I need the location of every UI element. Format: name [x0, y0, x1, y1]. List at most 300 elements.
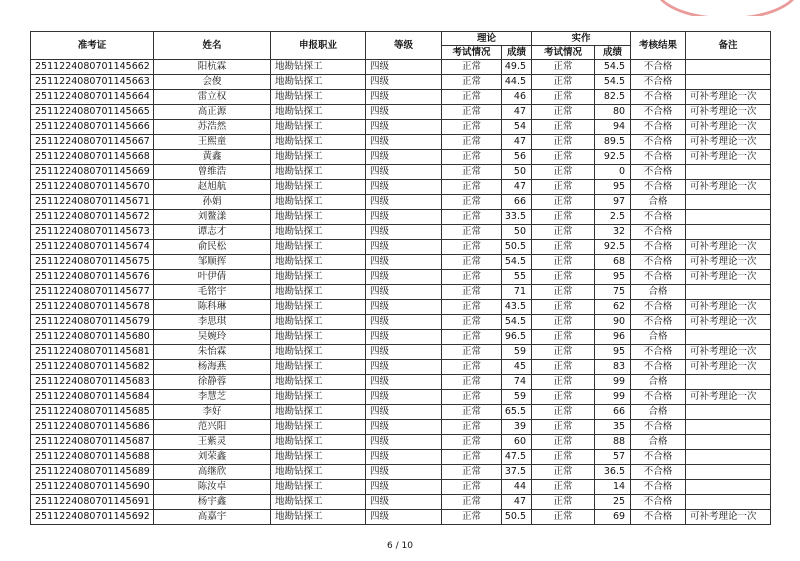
cell-result: 不合格: [631, 495, 686, 510]
cell-result: 不合格: [631, 255, 686, 270]
cell-exam-id: 2511224080701145681: [31, 345, 154, 360]
table-row: [31, 165, 771, 180]
cell-practice-score: 14: [595, 480, 631, 495]
cell-note: [686, 225, 771, 240]
cell-exam-id: 2511224080701145669: [31, 165, 154, 180]
cell-note: [686, 465, 771, 480]
cell-note: 可补考理论一次: [686, 510, 771, 525]
cell-exam-id: 2511224080701145678: [31, 300, 154, 315]
cell-occupation: 地勘钻探工: [271, 90, 366, 105]
cell-note: [686, 450, 771, 465]
cell-practice-score: 75: [595, 285, 631, 300]
header-practice-status: 考试情况: [532, 46, 595, 60]
cell-exam-id: 2511224080701145690: [31, 480, 154, 495]
header-name: 姓名: [154, 32, 271, 60]
cell-result: 不合格: [631, 180, 686, 195]
table-row: [31, 60, 771, 75]
cell-practice-score: 89.5: [595, 135, 631, 150]
cell-name: 毛铭宇: [154, 285, 271, 300]
table-row: [31, 210, 771, 225]
cell-theory-status: 正常: [442, 405, 502, 420]
table-row: [31, 405, 771, 420]
cell-practice-status: 正常: [532, 405, 595, 420]
table-row: [31, 375, 771, 390]
cell-level: 四级: [366, 300, 442, 315]
cell-result: 不合格: [631, 150, 686, 165]
table-row: [31, 270, 771, 285]
cell-note: [686, 60, 771, 75]
cell-level: 四级: [366, 480, 442, 495]
cell-practice-score: 94: [595, 120, 631, 135]
cell-practice-score: 95: [595, 270, 631, 285]
cell-occupation: 地勘钻探工: [271, 450, 366, 465]
cell-practice-status: 正常: [532, 315, 595, 330]
cell-theory-status: 正常: [442, 180, 502, 195]
cell-practice-status: 正常: [532, 495, 595, 510]
cell-note: 可补考理论一次: [686, 300, 771, 315]
cell-occupation: 地勘钻探工: [271, 165, 366, 180]
cell-occupation: 地勘钻探工: [271, 240, 366, 255]
cell-theory-score: 96.5: [502, 330, 532, 345]
cell-practice-status: 正常: [532, 195, 595, 210]
cell-practice-status: 正常: [532, 240, 595, 255]
table-row: [31, 495, 771, 510]
cell-result: 不合格: [631, 315, 686, 330]
cell-occupation: 地勘钻探工: [271, 150, 366, 165]
cell-practice-status: 正常: [532, 285, 595, 300]
cell-result: 不合格: [631, 210, 686, 225]
cell-practice-score: 83: [595, 360, 631, 375]
cell-occupation: 地勘钻探工: [271, 60, 366, 75]
cell-theory-score: 50.5: [502, 240, 532, 255]
cell-note: 可补考理论一次: [686, 120, 771, 135]
cell-name: 范兴阳: [154, 420, 271, 435]
cell-practice-score: 62: [595, 300, 631, 315]
cell-name: 陈汝卓: [154, 480, 271, 495]
cell-result: 合格: [631, 285, 686, 300]
cell-exam-id: 2511224080701145665: [31, 105, 154, 120]
cell-theory-status: 正常: [442, 375, 502, 390]
cell-exam-id: 2511224080701145671: [31, 195, 154, 210]
cell-result: 不合格: [631, 240, 686, 255]
cell-name: 谭志才: [154, 225, 271, 240]
cell-exam-id: 2511224080701145679: [31, 315, 154, 330]
cell-practice-status: 正常: [532, 345, 595, 360]
cell-occupation: 地勘钻探工: [271, 330, 366, 345]
cell-note: [686, 285, 771, 300]
table-row: [31, 465, 771, 480]
cell-practice-score: 82.5: [595, 90, 631, 105]
cell-occupation: 地勘钻探工: [271, 360, 366, 375]
cell-note: [686, 195, 771, 210]
cell-practice-status: 正常: [532, 60, 595, 75]
cell-level: 四级: [366, 285, 442, 300]
cell-level: 四级: [366, 510, 442, 525]
cell-exam-id: 2511224080701145685: [31, 405, 154, 420]
cell-theory-status: 正常: [442, 210, 502, 225]
cell-note: 可补考理论一次: [686, 270, 771, 285]
cell-theory-score: 47: [502, 180, 532, 195]
cell-note: [686, 495, 771, 510]
cell-name: 孙娟: [154, 195, 271, 210]
cell-result: 不合格: [631, 300, 686, 315]
table-row: [31, 435, 771, 450]
cell-level: 四级: [366, 60, 442, 75]
cell-occupation: 地勘钻探工: [271, 285, 366, 300]
cell-result: 不合格: [631, 135, 686, 150]
cell-result: 不合格: [631, 270, 686, 285]
cell-occupation: 地勘钻探工: [271, 300, 366, 315]
header-level: 等级: [366, 32, 442, 60]
cell-exam-id: 2511224080701145689: [31, 465, 154, 480]
cell-theory-score: 60: [502, 435, 532, 450]
cell-theory-score: 71: [502, 285, 532, 300]
cell-note: 可补考理论一次: [686, 315, 771, 330]
cell-practice-status: 正常: [532, 435, 595, 450]
cell-theory-status: 正常: [442, 270, 502, 285]
cell-theory-score: 43.5: [502, 300, 532, 315]
cell-note: [686, 75, 771, 90]
cell-practice-score: 88: [595, 435, 631, 450]
cell-occupation: 地勘钻探工: [271, 390, 366, 405]
cell-name: 王熙童: [154, 135, 271, 150]
cell-occupation: 地勘钻探工: [271, 180, 366, 195]
cell-practice-status: 正常: [532, 390, 595, 405]
cell-practice-status: 正常: [532, 150, 595, 165]
cell-theory-score: 47.5: [502, 450, 532, 465]
cell-theory-status: 正常: [442, 360, 502, 375]
cell-practice-score: 54.5: [595, 60, 631, 75]
cell-name: 杨宇鑫: [154, 495, 271, 510]
cell-practice-score: 66: [595, 405, 631, 420]
cell-result: 不合格: [631, 480, 686, 495]
cell-result: 不合格: [631, 390, 686, 405]
cell-result: 不合格: [631, 420, 686, 435]
cell-theory-status: 正常: [442, 150, 502, 165]
official-seal-fragment: [654, 0, 794, 16]
table-row: [31, 225, 771, 240]
cell-practice-status: 正常: [532, 465, 595, 480]
cell-exam-id: 2511224080701145675: [31, 255, 154, 270]
cell-theory-status: 正常: [442, 165, 502, 180]
cell-practice-score: 32: [595, 225, 631, 240]
cell-occupation: 地勘钻探工: [271, 135, 366, 150]
cell-note: [686, 165, 771, 180]
cell-practice-status: 正常: [532, 90, 595, 105]
cell-exam-id: 2511224080701145680: [31, 330, 154, 345]
cell-name: 邹顺挥: [154, 255, 271, 270]
cell-theory-status: 正常: [442, 480, 502, 495]
cell-level: 四级: [366, 375, 442, 390]
cell-name: 徐静蓉: [154, 375, 271, 390]
cell-note: [686, 330, 771, 345]
cell-exam-id: 2511224080701145687: [31, 435, 154, 450]
cell-occupation: 地勘钻探工: [271, 435, 366, 450]
cell-occupation: 地勘钻探工: [271, 480, 366, 495]
cell-name: 雷立权: [154, 90, 271, 105]
cell-name: 会俊: [154, 75, 271, 90]
cell-level: 四级: [366, 240, 442, 255]
cell-theory-score: 50: [502, 165, 532, 180]
cell-theory-status: 正常: [442, 225, 502, 240]
cell-practice-score: 69: [595, 510, 631, 525]
cell-theory-status: 正常: [442, 90, 502, 105]
cell-practice-score: 68: [595, 255, 631, 270]
cell-exam-id: 2511224080701145663: [31, 75, 154, 90]
cell-occupation: 地勘钻探工: [271, 195, 366, 210]
cell-name: 吴婉玲: [154, 330, 271, 345]
cell-theory-score: 46: [502, 90, 532, 105]
header-result: 考核结果: [631, 32, 686, 60]
cell-level: 四级: [366, 450, 442, 465]
cell-name: 阳杭霖: [154, 60, 271, 75]
cell-exam-id: 2511224080701145684: [31, 390, 154, 405]
cell-practice-status: 正常: [532, 180, 595, 195]
cell-exam-id: 2511224080701145683: [31, 375, 154, 390]
cell-name: 叶伊倩: [154, 270, 271, 285]
cell-result: 不合格: [631, 510, 686, 525]
header-theory-score: 成绩: [502, 46, 532, 60]
cell-name: 王紫灵: [154, 435, 271, 450]
cell-exam-id: 2511224080701145664: [31, 90, 154, 105]
cell-note: 可补考理论一次: [686, 345, 771, 360]
cell-exam-id: 2511224080701145688: [31, 450, 154, 465]
cell-theory-score: 59: [502, 345, 532, 360]
cell-name: 高嘉宇: [154, 510, 271, 525]
cell-level: 四级: [366, 330, 442, 345]
table-row: [31, 300, 771, 315]
cell-occupation: 地勘钻探工: [271, 495, 366, 510]
table-row: [31, 345, 771, 360]
cell-practice-score: 25: [595, 495, 631, 510]
cell-exam-id: 2511224080701145677: [31, 285, 154, 300]
cell-practice-score: 92.5: [595, 150, 631, 165]
cell-practice-score: 35: [595, 420, 631, 435]
exam-results-table: [30, 31, 771, 525]
cell-practice-status: 正常: [532, 300, 595, 315]
cell-exam-id: 2511224080701145667: [31, 135, 154, 150]
cell-theory-status: 正常: [442, 195, 502, 210]
table-body: [31, 60, 771, 525]
header-occupation: 申报职业: [271, 32, 366, 60]
cell-theory-score: 54: [502, 120, 532, 135]
cell-level: 四级: [366, 495, 442, 510]
cell-practice-score: 90: [595, 315, 631, 330]
cell-theory-score: 33.5: [502, 210, 532, 225]
table-row: [31, 180, 771, 195]
cell-theory-status: 正常: [442, 330, 502, 345]
cell-exam-id: 2511224080701145676: [31, 270, 154, 285]
cell-note: [686, 210, 771, 225]
table-row: [31, 285, 771, 300]
cell-practice-status: 正常: [532, 420, 595, 435]
table-row: [31, 240, 771, 255]
table-row: [31, 105, 771, 120]
cell-level: 四级: [366, 435, 442, 450]
cell-result: 合格: [631, 375, 686, 390]
cell-name: 李好: [154, 405, 271, 420]
cell-note: 可补考理论一次: [686, 180, 771, 195]
header-id: 准考证: [31, 32, 154, 60]
cell-level: 四级: [366, 420, 442, 435]
cell-practice-status: 正常: [532, 105, 595, 120]
cell-result: 不合格: [631, 105, 686, 120]
cell-result: 不合格: [631, 165, 686, 180]
cell-theory-score: 59: [502, 390, 532, 405]
cell-practice-score: 99: [595, 390, 631, 405]
cell-level: 四级: [366, 195, 442, 210]
cell-level: 四级: [366, 180, 442, 195]
cell-level: 四级: [366, 405, 442, 420]
cell-note: 可补考理论一次: [686, 150, 771, 165]
cell-note: 可补考理论一次: [686, 105, 771, 120]
cell-exam-id: 2511224080701145692: [31, 510, 154, 525]
cell-theory-status: 正常: [442, 435, 502, 450]
cell-note: 可补考理论一次: [686, 390, 771, 405]
cell-name: 李慧芝: [154, 390, 271, 405]
cell-occupation: 地勘钻探工: [271, 270, 366, 285]
cell-theory-score: 49.5: [502, 60, 532, 75]
table-row: [31, 480, 771, 495]
cell-theory-status: 正常: [442, 75, 502, 90]
cell-theory-score: 54.5: [502, 255, 532, 270]
cell-theory-score: 37.5: [502, 465, 532, 480]
cell-exam-id: 2511224080701145662: [31, 60, 154, 75]
cell-theory-status: 正常: [442, 420, 502, 435]
cell-practice-status: 正常: [532, 135, 595, 150]
table-row: [31, 360, 771, 375]
cell-level: 四级: [366, 345, 442, 360]
cell-level: 四级: [366, 270, 442, 285]
cell-practice-score: 92.5: [595, 240, 631, 255]
cell-theory-score: 56: [502, 150, 532, 165]
cell-theory-score: 74: [502, 375, 532, 390]
cell-theory-status: 正常: [442, 450, 502, 465]
cell-result: 不合格: [631, 75, 686, 90]
cell-note: 可补考理论一次: [686, 90, 771, 105]
cell-practice-status: 正常: [532, 210, 595, 225]
cell-theory-status: 正常: [442, 465, 502, 480]
cell-note: [686, 405, 771, 420]
cell-exam-id: 2511224080701145682: [31, 360, 154, 375]
table-header: [31, 32, 771, 60]
table-row: [31, 150, 771, 165]
cell-occupation: 地勘钻探工: [271, 120, 366, 135]
cell-level: 四级: [366, 360, 442, 375]
cell-exam-id: 2511224080701145691: [31, 495, 154, 510]
cell-result: 不合格: [631, 360, 686, 375]
cell-result: 不合格: [631, 60, 686, 75]
cell-exam-id: 2511224080701145674: [31, 240, 154, 255]
cell-occupation: 地勘钻探工: [271, 465, 366, 480]
table-row: [31, 255, 771, 270]
header-theory-status: 考试情况: [442, 46, 502, 60]
cell-note: 可补考理论一次: [686, 255, 771, 270]
cell-occupation: 地勘钻探工: [271, 210, 366, 225]
cell-theory-status: 正常: [442, 135, 502, 150]
cell-level: 四级: [366, 150, 442, 165]
cell-level: 四级: [366, 90, 442, 105]
cell-result: 不合格: [631, 120, 686, 135]
cell-name: 曾维浩: [154, 165, 271, 180]
cell-occupation: 地勘钻探工: [271, 315, 366, 330]
cell-practice-status: 正常: [532, 375, 595, 390]
cell-name: 高正源: [154, 105, 271, 120]
cell-name: 刘荣鑫: [154, 450, 271, 465]
table-row: [31, 450, 771, 465]
header-practice: 实作: [532, 32, 631, 46]
cell-result: 不合格: [631, 345, 686, 360]
cell-practice-status: 正常: [532, 120, 595, 135]
header-theory: 理论: [442, 32, 532, 46]
cell-theory-score: 50.5: [502, 510, 532, 525]
cell-name: 黄鑫: [154, 150, 271, 165]
table-row: [31, 510, 771, 525]
cell-result: 不合格: [631, 90, 686, 105]
cell-level: 四级: [366, 75, 442, 90]
cell-theory-score: 65.5: [502, 405, 532, 420]
cell-practice-status: 正常: [532, 75, 595, 90]
header-practice-score: 成绩: [595, 46, 631, 60]
cell-occupation: 地勘钻探工: [271, 510, 366, 525]
cell-occupation: 地勘钻探工: [271, 105, 366, 120]
cell-exam-id: 2511224080701145673: [31, 225, 154, 240]
cell-practice-status: 正常: [532, 255, 595, 270]
cell-theory-status: 正常: [442, 240, 502, 255]
cell-theory-status: 正常: [442, 510, 502, 525]
cell-theory-score: 66: [502, 195, 532, 210]
cell-practice-score: 54.5: [595, 75, 631, 90]
cell-practice-status: 正常: [532, 510, 595, 525]
cell-level: 四级: [366, 105, 442, 120]
cell-name: 杨海燕: [154, 360, 271, 375]
table-row: [31, 75, 771, 90]
cell-practice-score: 57: [595, 450, 631, 465]
cell-practice-score: 97: [595, 195, 631, 210]
cell-level: 四级: [366, 390, 442, 405]
cell-theory-status: 正常: [442, 255, 502, 270]
cell-theory-status: 正常: [442, 315, 502, 330]
cell-note: [686, 420, 771, 435]
cell-result: 合格: [631, 195, 686, 210]
table-row: [31, 390, 771, 405]
cell-name: 陈科琳: [154, 300, 271, 315]
cell-note: [686, 375, 771, 390]
cell-theory-status: 正常: [442, 120, 502, 135]
cell-name: 俞民松: [154, 240, 271, 255]
cell-theory-score: 55: [502, 270, 532, 285]
cell-result: 不合格: [631, 225, 686, 240]
cell-theory-status: 正常: [442, 345, 502, 360]
cell-note: 可补考理论一次: [686, 135, 771, 150]
cell-practice-score: 36.5: [595, 465, 631, 480]
table-row: [31, 315, 771, 330]
table-row: [31, 90, 771, 105]
cell-level: 四级: [366, 225, 442, 240]
cell-occupation: 地勘钻探工: [271, 75, 366, 90]
cell-practice-status: 正常: [532, 225, 595, 240]
cell-theory-status: 正常: [442, 285, 502, 300]
cell-result: 不合格: [631, 450, 686, 465]
cell-theory-score: 47: [502, 495, 532, 510]
cell-practice-status: 正常: [532, 450, 595, 465]
cell-occupation: 地勘钻探工: [271, 420, 366, 435]
cell-occupation: 地勘钻探工: [271, 225, 366, 240]
cell-practice-score: 95: [595, 345, 631, 360]
cell-level: 四级: [366, 315, 442, 330]
cell-name: 赵旭航: [154, 180, 271, 195]
cell-occupation: 地勘钻探工: [271, 375, 366, 390]
